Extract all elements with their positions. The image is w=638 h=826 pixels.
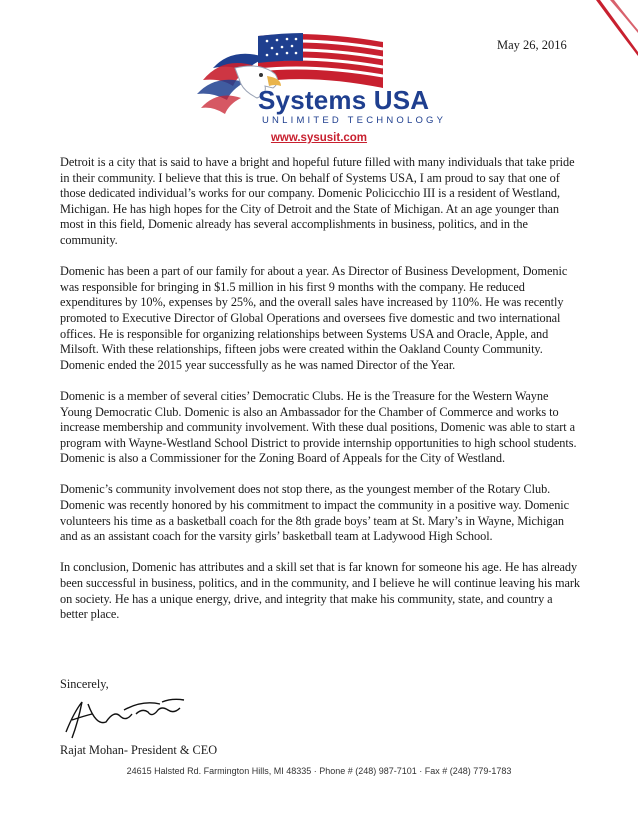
paragraph: Domenic is a member of several cities’ Democratic Clubs. He is the Treasure for the Western Wayne Young Democratic Club. Domenic is also an Ambassador for the Chamber of Commerce and works to increase membership and community involvement. With these dual positions, Domenic was able to start a program with Wayne-Westland School District to provide internship opportunities to high school students. Domenic is also a Commissioner for the Zoning Board of Appeals for the City of Westland. <box>60 388 577 466</box>
paragraph: Domenic’s community involvement does not stop there, as the youngest member of the Rotary Club. Domenic was recently honored by his commitment to impact the community in a positive way. Domenic volunteers his time as a basketball coach for the 8th grade boys’ team at St. Mary’s in Wayne, Michigan and as an assistant coach for the varsity girls’ basketball team at Ladywood High School. <box>60 482 570 544</box>
paragraph: Domenic has been a part of our family for about a year. As Director of Business Development, Domenic was responsible for bringing in $1.5 million in his first 9 months with the company. He reduced expenditures by 10%, expenses by 25%, and the overall sales have increased by 110%. He was recently promoted to Executive Director of Global Operations and oversees five domestic and two international offices. He is responsible for organizing relationships between Systems USA and Oracle, Apple, and Milsoft. With these relationships, fifteen jobs were created within the Oakland County Community. Domenic ended the 2015 year successfully as he was named Director of the Year. <box>60 264 568 372</box>
corner-swoosh-decoration <box>578 0 638 80</box>
handwritten-signature <box>62 692 190 744</box>
closing-salutation: Sincerely, <box>60 677 109 691</box>
letter-date: May 26, 2016 <box>497 38 567 52</box>
company-tagline: UNLIMITED TECHNOLOGY <box>262 115 447 126</box>
footer-address: 24615 Halsted Rd. Farmington Hills, MI 48335 · Phone # (248) 987-7101 · Fax # (248) 779-1783 <box>126 766 512 776</box>
paragraph: Detroit is a city that is said to have a bright and hopeful future filled with many individuals that take pride in their community. I believe that this is true. On behalf of Systems USA, I am proud to say that one of those dedicated individual’s works for our company. Domenic Policicchio III is a resident of Westland, Michigan. He has high hopes for the City of Detroit and the State of Michigan. At an age younger than most in this field, Domenic already has several accomplishments in business, politics, and in the community. <box>60 155 575 247</box>
signer-name: Rajat Mohan- President & CEO <box>60 743 218 757</box>
letter-body <box>60 155 582 638</box>
website-link[interactable]: www.sysusit.com <box>270 132 368 144</box>
paragraph: In conclusion, Domenic has attributes and a skill set that is far known for someone his age. He has already been successful in business, politics, and in the community, and I believe he will continue leaving his mark on society. He has a unique energy, drive, and integrity that make his community, state, and country a better place. <box>60 560 581 622</box>
company-name: Systems USA <box>258 85 430 115</box>
